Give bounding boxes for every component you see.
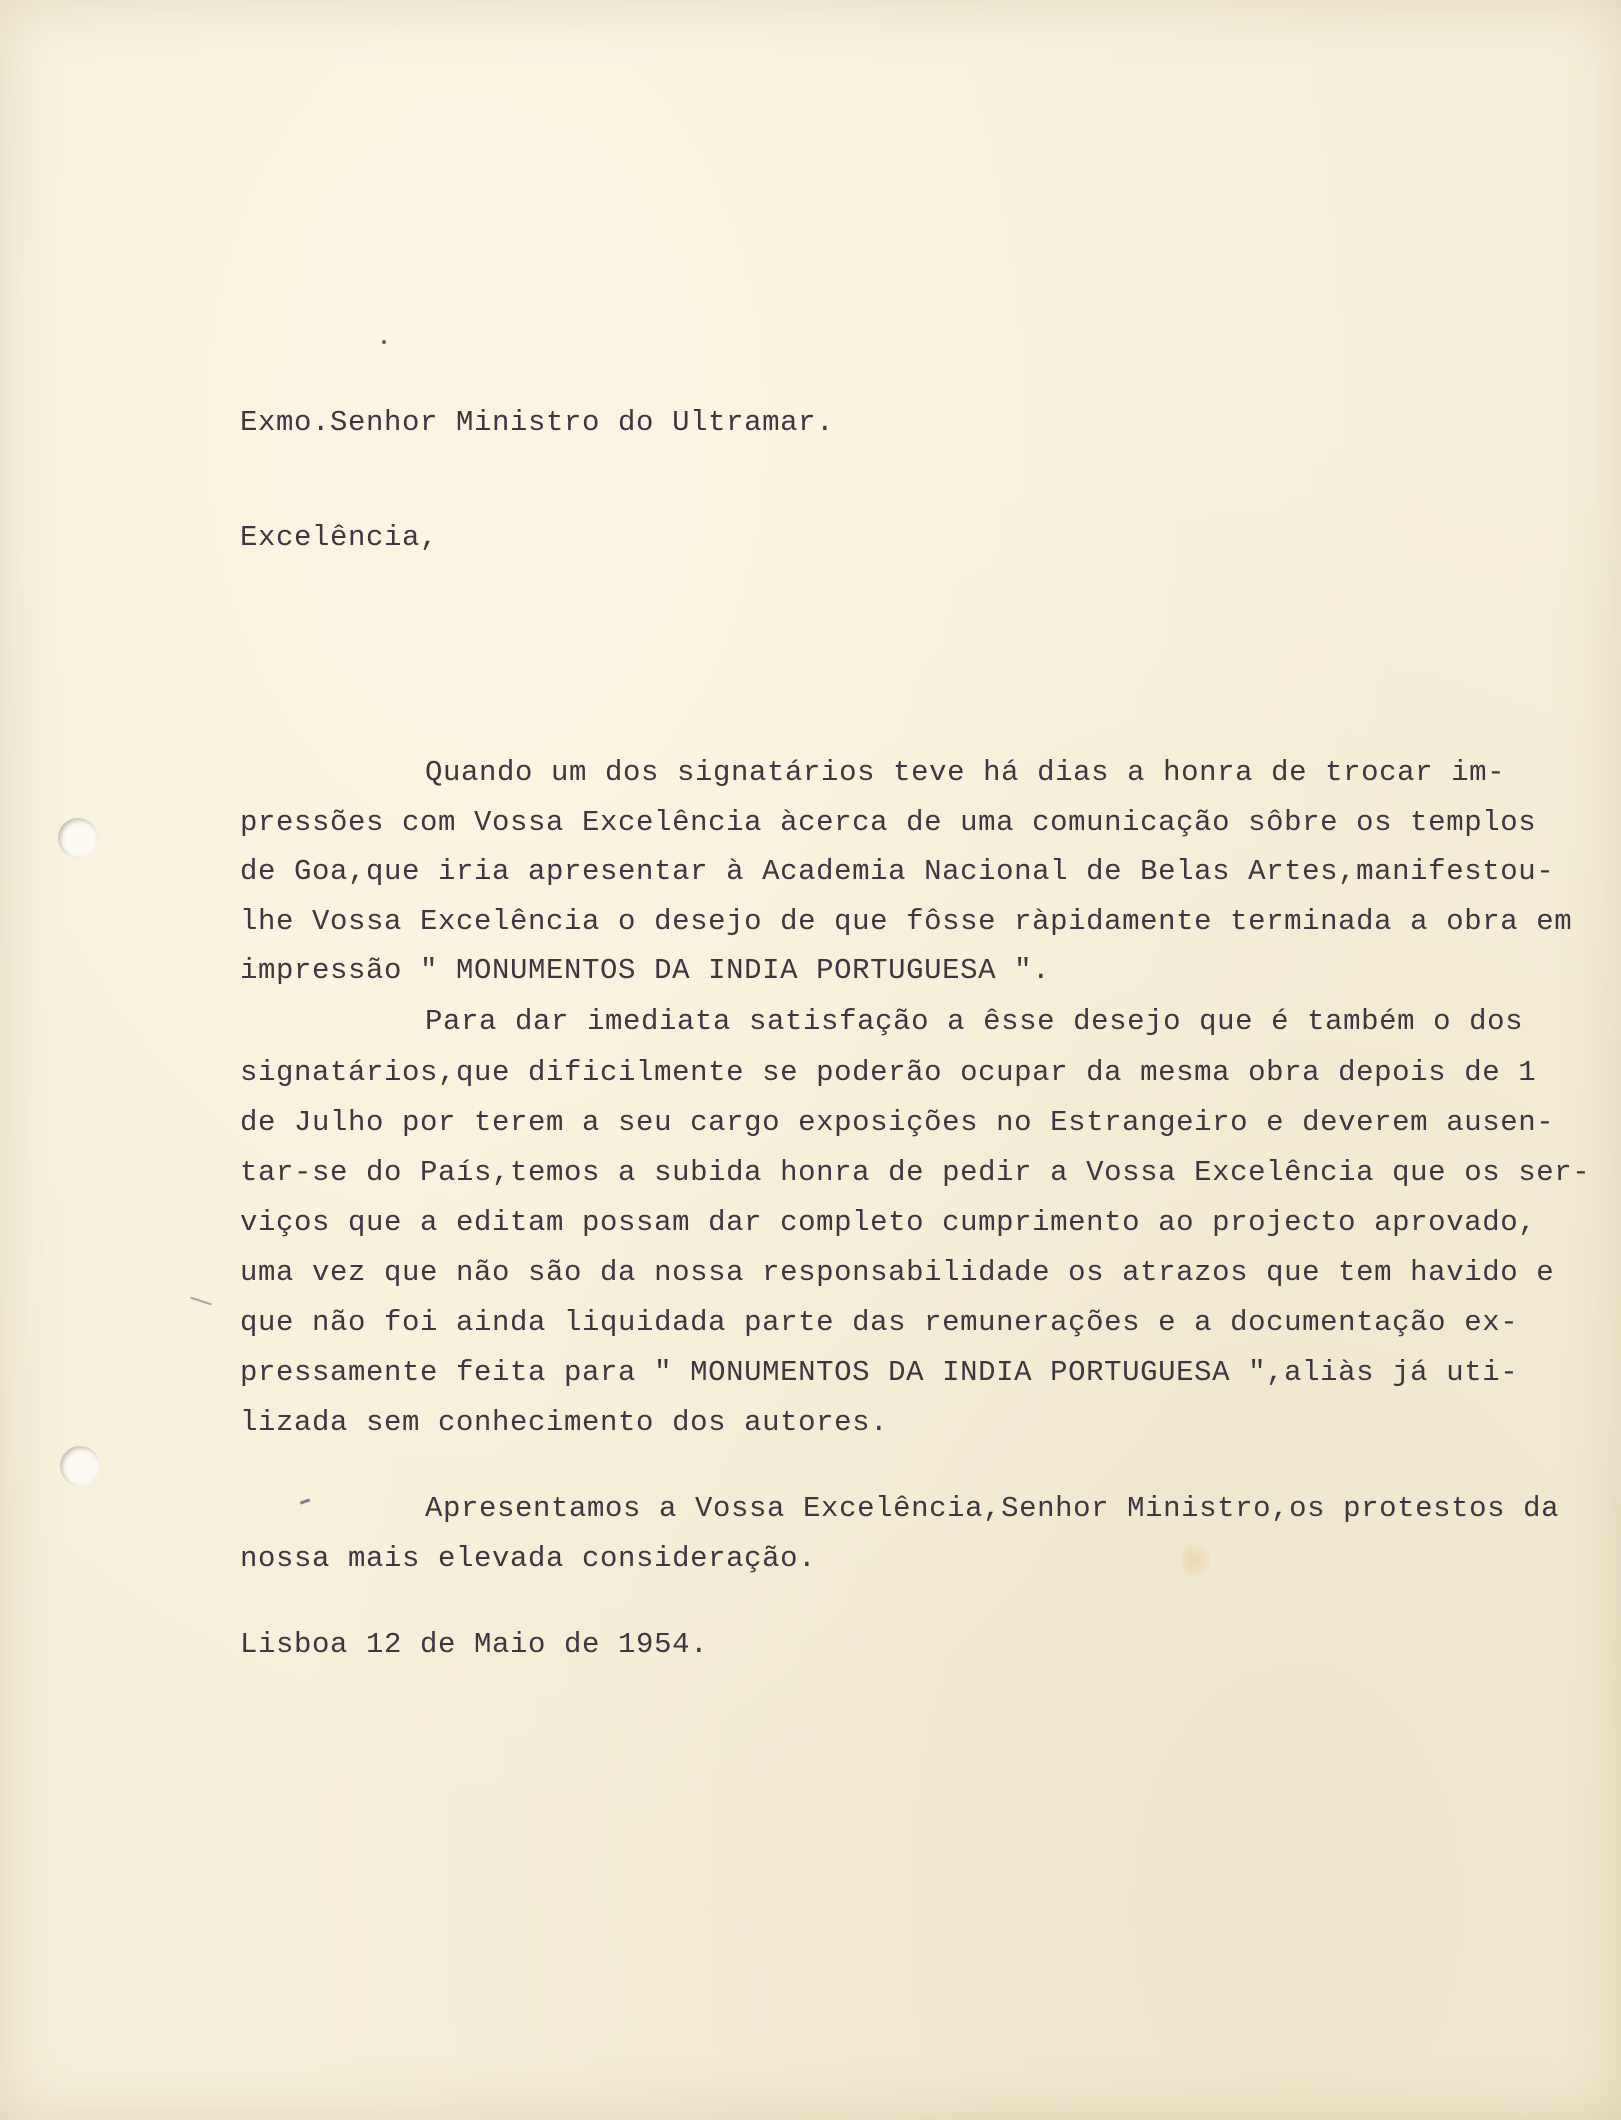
paragraph-1-line-5: impressão " MONUMENTOS DA INDIA PORTUGUESA ". [240, 954, 1051, 987]
paragraph-2-line-9: lizada sem conhecimento dos autores. [240, 1406, 889, 1439]
paper-stain [1180, 1545, 1210, 1575]
punch-hole [60, 1446, 100, 1486]
paragraph-2-line-6: uma vez que não são da nossa responsabilidade os atrazos que tem havido e [240, 1256, 1555, 1289]
salutation-line: Excelência, [240, 521, 439, 554]
paragraph-2-line-5: viços que a editam possam dar completo cumprimento ao projecto aprovado, [240, 1206, 1537, 1239]
punch-hole [58, 818, 98, 858]
paragraph-2-line-4: tar-se do País,temos a subida honra de pedir a Vossa Excelência que os ser- [240, 1156, 1591, 1189]
addressee-line: Exmo.Senhor Ministro do Ultramar. [240, 406, 835, 439]
paragraph-1-line-3: de Goa,que iria apresentar à Academia Nacional de Belas Artes,manifestou- [240, 855, 1555, 888]
paragraph-2-line-8: pressamente feita para " MONUMENTOS DA INDIA PORTUGUESA ",aliàs já uti- [240, 1356, 1519, 1389]
paragraph-1-line-2: pressões com Vossa Excelência àcerca de uma comunicação sôbre os templos [240, 806, 1537, 839]
margin-mark [190, 1297, 212, 1306]
paragraph-2-line-3: de Julho por terem a seu cargo exposições no Estrangeiro e deverem ausen- [240, 1106, 1555, 1139]
paragraph-3-line-1: Apresentamos a Vossa Excelência,Senhor Ministro,os protestos da [425, 1492, 1560, 1525]
paragraph-2-line-7: que não foi ainda liquidada parte das remunerações e a documentação ex- [240, 1306, 1519, 1339]
ink-tick [300, 1498, 310, 1504]
paragraph-2-line-2: signatários,que dificilmente se poderão ocupar da mesma obra depois de 1 [240, 1056, 1537, 1089]
ink-dot [382, 340, 386, 344]
place-date-line: Lisboa 12 de Maio de 1954. [240, 1628, 709, 1661]
paragraph-3-line-2: nossa mais elevada consideração. [240, 1542, 817, 1575]
paragraph-1-line-4: lhe Vossa Excelência o desejo de que fôsse ràpidamente terminada a obra em [240, 905, 1573, 938]
paragraph-2-line-1: Para dar imediata satisfação a êsse desejo que é também o dos [425, 1005, 1524, 1038]
paragraph-1-line-1: Quando um dos signatários teve há dias a honra de trocar im- [425, 756, 1506, 789]
